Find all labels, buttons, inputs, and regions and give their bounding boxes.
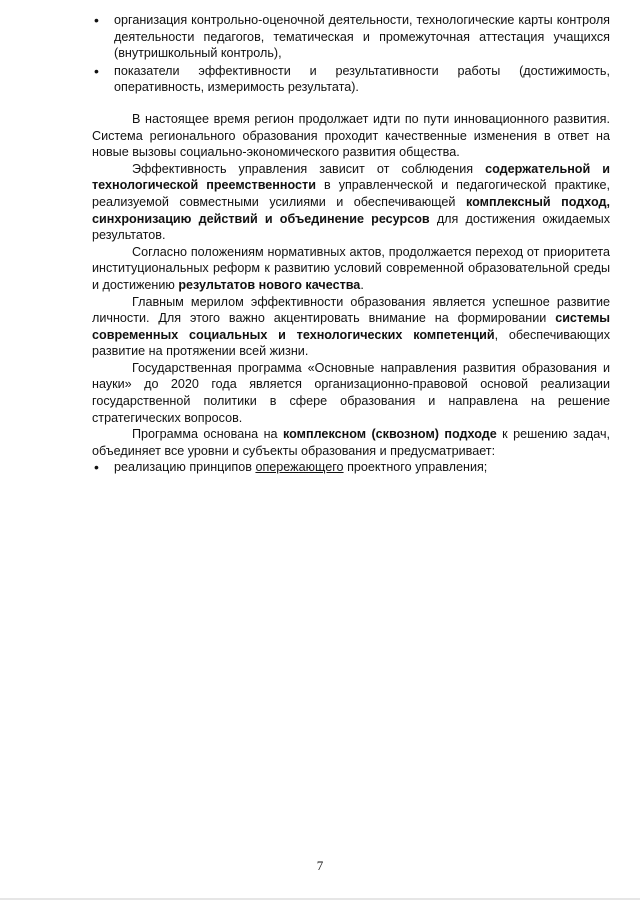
paragraph: Программа основана на комплексном (сквозном) подходе к решению задач, объединяет все уровни и субъекты образования и предусматривает: xyxy=(92,427,610,458)
paragraph: В настоящее время регион продолжает идти по пути инновационного развития. Система регионального образования проходит качественные изменения в ответ на новые вызовы социально-экономического развития общества. xyxy=(92,111,610,160)
scan-edge-divider xyxy=(0,898,640,900)
paragraph: Согласно положениям нормативных актов, продолжается переход от приоритета институциональных реформ к развитию условий современной образовательной среды и достижению результатов нового качества. xyxy=(92,244,610,292)
paragraph: Государственная программа «Основные направления развития образования и науки» до 2020 года является организационно-правовой основой реализации государственной политики в сфере образования и направлена на решение стратегических вопросов. xyxy=(92,360,610,425)
bullet-list-bottom xyxy=(92,459,610,476)
list-item: • показатели эффективности и результативности работы (достижимость, оперативность, измеримость результата). xyxy=(92,63,610,96)
bullet-list-top xyxy=(92,12,610,96)
paragraph: Эффективность управления зависит от соблюдения содержательной и технологической преемственности в управленческой и педагогической практике, реализуемой совместными усилиями и обеспечивающей комплексный подход, синхронизацию действий и объединение ресурсов для достижения ожидаемых результатов. xyxy=(92,161,611,243)
paragraph: Главным мерилом эффективности образования является успешное развитие личности. Для этого важно акцентировать внимание на формировании системы современных социальных и технологических компетенций, обеспечивающих развитие на протяжении всей жизни. xyxy=(92,294,611,359)
list-item: • организация контрольно-оценочной деятельности, технологические карты контроля деятельности педагогов, тематическая и промежуточная аттестация учащихся (внутришкольный контроль), xyxy=(92,12,610,62)
list-item: • реализацию принципов опережающего проектного управления; xyxy=(92,459,610,476)
page-number: 7 xyxy=(316,858,324,873)
